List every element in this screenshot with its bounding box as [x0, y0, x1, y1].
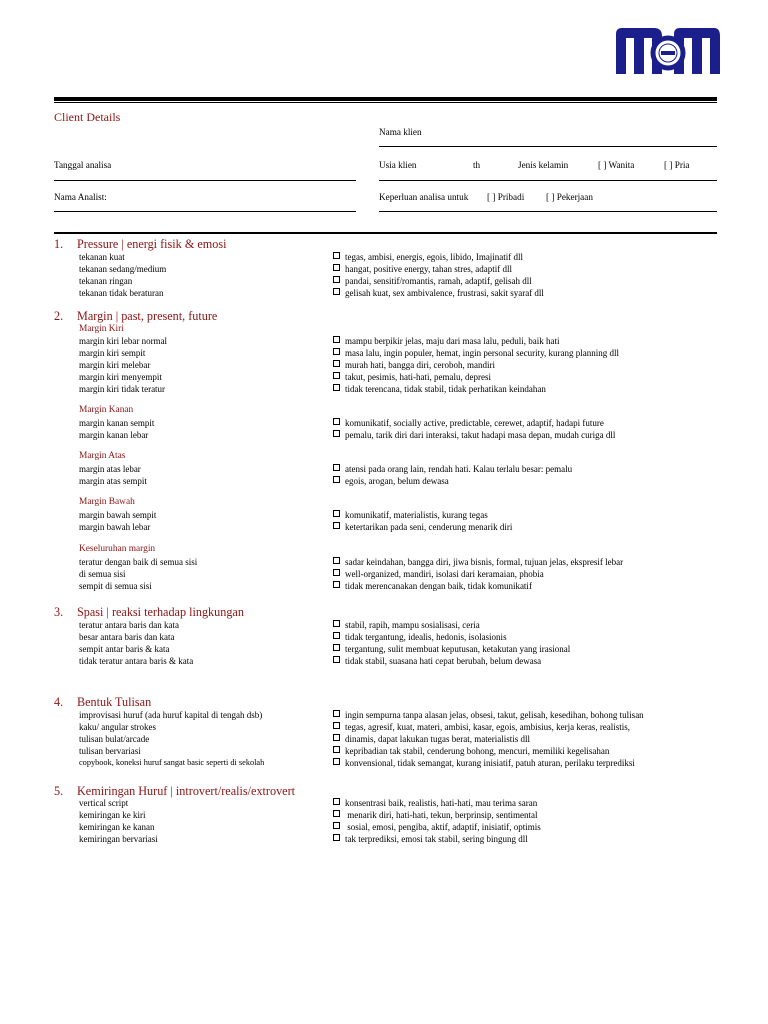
- header-rule-thick: [54, 97, 717, 101]
- list-item: margin kiri melebar murah hati, bangga diri, ceroboh, mandiri: [79, 360, 495, 370]
- wanita-checkbox[interactable]: [ ] Wanita: [598, 160, 635, 170]
- pribadi-checkbox[interactable]: [ ] Pribadi: [487, 192, 525, 202]
- section-title: 4. Bentuk Tulisan: [54, 695, 152, 709]
- tanggal-analisa-field[interactable]: [54, 180, 356, 181]
- list-item: margin atas sempit egois, arogan, belum dewasa: [79, 476, 449, 486]
- subsection-title: Margin Atas: [79, 451, 126, 461]
- list-item: copybook, koneksi huruf sangat basic seperti di sekolah konvensional, tidak semangat, kurang inisiatif, patuh aturan, perilaku terprediksi: [79, 758, 635, 768]
- section-title: 2. Margin | past, present, future: [54, 309, 218, 323]
- client-details-title: Client Details: [54, 110, 121, 124]
- list-item: kemiringan bervariasi tak terprediksi, emosi tak stabil, sering bingung dll: [79, 834, 528, 844]
- section-title: 5. Kemiringan Huruf | introvert/realis/extrovert: [54, 784, 296, 798]
- section-title: 1. Pressure | energi fisik & emosi: [54, 237, 227, 251]
- list-item: sempit antar baris & kata tergantung, sulit membuat keputusan, ketakutan yang irasional: [79, 644, 571, 654]
- pekerjaan-checkbox[interactable]: [ ] Pekerjaan: [546, 192, 593, 202]
- list-item: kaku/ angular strokes tegas, agresif, kuat, materi, ambisi, kasar, egois, ambisius, kerja keras, realistis,: [79, 722, 631, 732]
- jenis-kelamin-label: Jenis kelamin: [518, 160, 569, 170]
- nama-analist-label: Nama Analist:: [54, 192, 107, 202]
- list-item: margin kiri tidak teratur tidak terencana, tidak stabil, tidak perhatikan keindahan: [79, 384, 546, 394]
- usia-field-line: [379, 180, 717, 181]
- usia-klien-label: Usia klien: [379, 160, 417, 170]
- list-item: tulisan bervariasi kepribadian tak stabil, cenderung bohong, mencuri, memiliki kegelisahan: [79, 746, 610, 756]
- list-item: margin kiri sempit masa lalu, ingin populer, hemat, ingin personal security, kurang planning dll: [79, 348, 619, 358]
- list-item: kemiringan ke kanan sosial, emosi, pengiba, aktif, adaptif, inisiatif, optimis: [79, 822, 541, 832]
- list-item: sempit di semua sisi tidak merencanakan dengan baik, tidak komunikatif: [79, 581, 532, 591]
- list-item: kemiringan ke kiri menarik diri, hati-hati, tekun, berprinsip, sentimental: [79, 810, 538, 820]
- list-item: margin kiri lebar normal mampu berpikir jelas, maju dari masa lalu, peduli, baik hati: [79, 336, 560, 346]
- list-item: tidak teratur antara baris & kata tidak stabil, suasana hati cepat berubah, belum dewasa: [79, 656, 542, 666]
- list-item: improvisasi huruf (ada huruf kapital di tengah dsb) ingin sempurna tanpa alasan jelas, obsesi, takut, gelisah, kesedihan, bohong tulisan: [79, 710, 644, 720]
- list-item: tulisan bulat/arcade dinamis, dapat lakukan tugas berat, materialistis dll: [79, 734, 530, 744]
- list-item: besar antara baris dan kata tidak tergantung, idealis, hedonis, isolasionis: [79, 632, 507, 642]
- list-item: tekanan kuat tegas, ambisi, energis, egois, libido, Imajinatif dll: [79, 252, 524, 262]
- list-item: margin bawah sempit komunikatif, materialistis, kurang tegas: [79, 510, 488, 520]
- list-item: tekanan ringan pandai, sensitif/romantis, ramah, adaptif, gelisah dll: [79, 276, 532, 286]
- list-item: teratur dengan baik di semua sisi sadar keindahan, bangga diri, jiwa bisnis, formal, tujuan jelas, ekspresif lebar: [79, 557, 624, 567]
- usia-unit-label: th: [473, 160, 481, 170]
- list-item: tekanan sedang/medium hangat, positive energy, tahan stres, adaptif dll: [79, 264, 512, 274]
- list-item: margin atas lebar atensi pada orang lain, rendah hati. Kalau terlalu besar: pemalu: [79, 464, 573, 474]
- nama-klien-label: Nama klien: [379, 127, 422, 137]
- subsection-title: Margin Bawah: [79, 497, 135, 507]
- section-divider: [54, 232, 717, 234]
- list-item: margin kanan sempit komunikatif, socially active, predictable, cerewet, adaptif, hadapi future: [79, 418, 604, 428]
- subsection-title: Keseluruhan margin: [79, 544, 156, 554]
- nama-klien-field[interactable]: [379, 146, 717, 147]
- list-item: teratur antara baris dan kata stabil, rapih, mampu sosialisasi, ceria: [79, 620, 480, 630]
- subsection-title: Margin Kiri: [79, 324, 124, 334]
- list-item: vertical script konsentrasi baik, realistis, hati-hati, mau terima saran: [79, 798, 538, 808]
- header-rule-thin: [54, 102, 717, 103]
- pria-checkbox[interactable]: [ ] Pria: [664, 160, 690, 170]
- organization-logo: [614, 26, 722, 76]
- section-title: 3. Spasi | reaksi terhadap lingkungan: [54, 605, 244, 619]
- nama-analist-field[interactable]: [54, 211, 356, 212]
- tanggal-analisa-label: Tanggal analisa: [54, 160, 112, 170]
- keperluan-field-line: [379, 211, 717, 212]
- keperluan-label: Keperluan analisa untuk: [379, 192, 469, 202]
- list-item: margin kanan lebar pemalu, tarik diri dari interaksi, takut hadapi masa depan, mudah curiga dll: [79, 430, 616, 440]
- list-item: margin kiri menyempit takut, pesimis, hati-hati, pemalu, depresi: [79, 372, 491, 382]
- subsection-title: Margin Kanan: [79, 405, 134, 415]
- list-item: di semua sisi well-organized, mandiri, isolasi dari keramaian, phobia: [79, 569, 544, 579]
- list-item: tekanan tidak beraturan gelisah kuat, sex ambivalence, frustrasi, sakit syaraf dll: [79, 288, 544, 298]
- list-item: margin bawah lebar ketertarikan pada seni, cenderung menarik diri: [79, 522, 513, 532]
